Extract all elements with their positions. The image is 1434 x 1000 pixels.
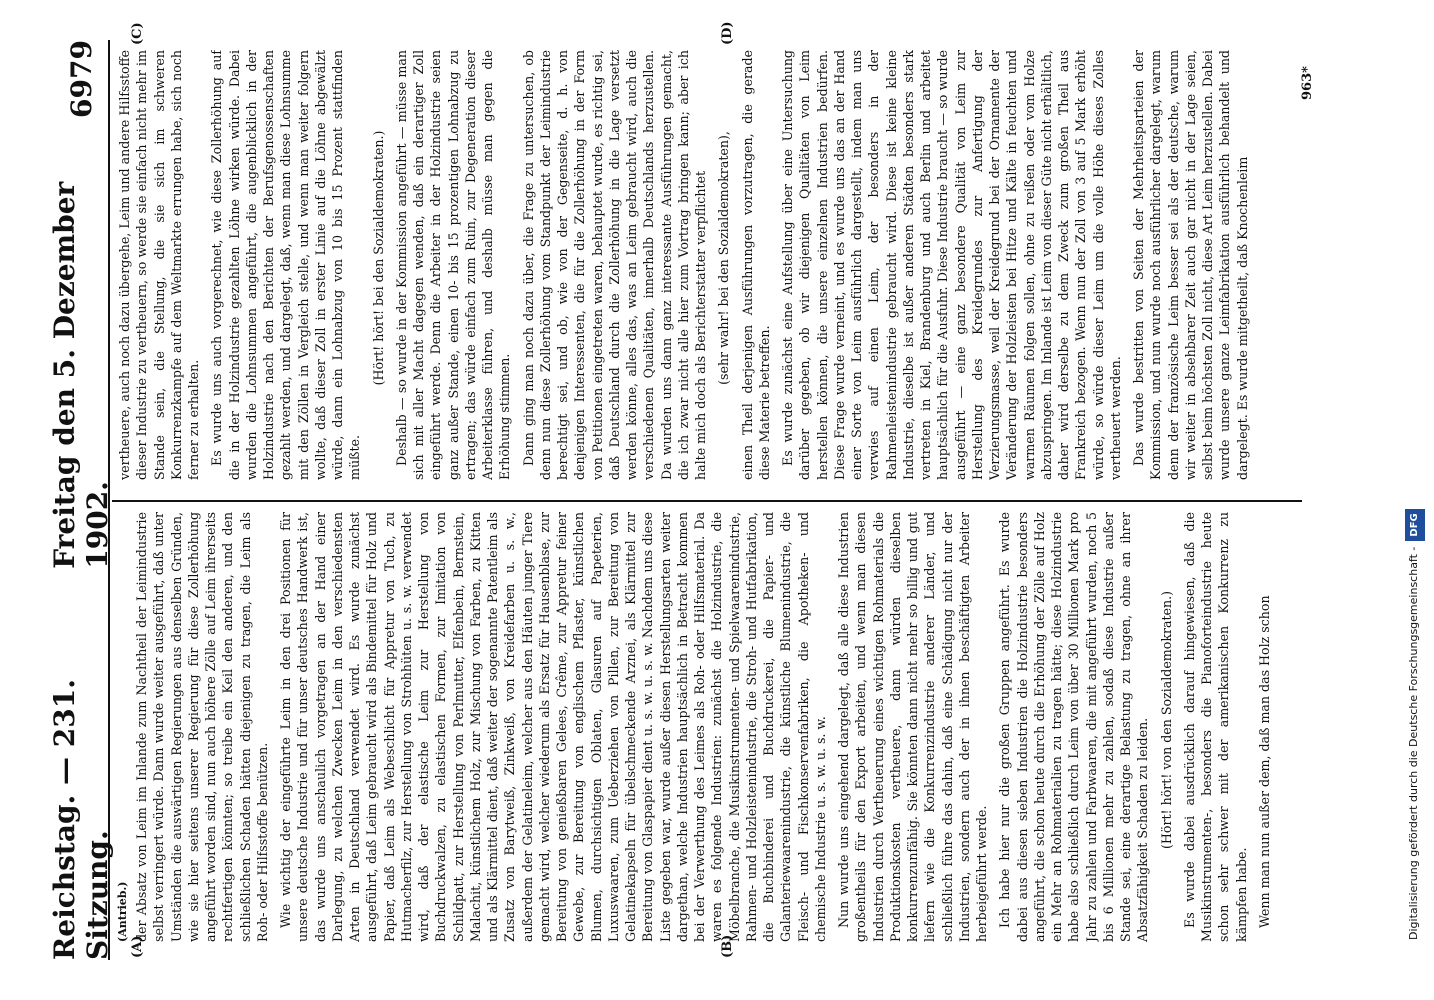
left-paragraph: Es wurde dabei ausdrücklich darauf hingewiesen, daß die Musikinstrumenten-, besonders die Pianoforteindustrie heute schon sehr schwer mit der amerikanischen Konkurrenz zu kämpfen habe. (1181, 512, 1249, 942)
left-paragraph: der Absatz von Leim im Inlande zum Nachtheil der Leimindustrie selbst verringert würde. Dann wurde weiter ausgeführt, daß unter Umständen die auswärtigen Regierungen aus denselben Gründen, wie sie hier seitens unserer Regierung für diese Zollerhöhung angeführt worden sind, nun auch höhere Zölle auf Leim ihrerseits rechtfertigen könnten; so treibe ein Keil den anderen, und den schließlichen Schaden hätten diejenigen zu tragen, die Leim als Roh- oder Hilfsstoffe benützen. (134, 512, 270, 942)
left-paragraph: Nun wurde uns eingehend dargelegt, daß alle diese Industrien großentheils für den Export arbeiten, und wenn man diesen Industrien durch Vertheuerung eines wichtigen Rohmaterials die Produktionskosten vertheuere, dann würden dieselben konkurrenzunfähig. Sie könnten dann nicht mehr so billig und gut liefern wie die Konkurrenzindustrie anderer Länder, und schließlich führe das dahin, daß eine Schädigung nicht nur der Industrien, sondern auch der in ihnen beschäftigten Arbeiter herbeigeführt werde. (836, 512, 989, 942)
sidebar-text-wrap (1404, 60, 1424, 940)
left-paragraph: Wie wichtig der eingeführte Leim in den drei Positionen für unsere deutsche Industrie und für unser deutsches Handwerk ist, das wurde uns anschaulich vorgetragen an der Hand einer Darlegung, zu welchen Zwecken Leim in den verschiedensten Arten in Deutschland verwendet wird. Es wurde zunächst ausgeführt, daß Leim gebraucht wird als Bindemittel für Holz und Papier, daß Leim als Webeschlicht für Appretur von Tuch, zu Hutmacherfilz, zur Herstellung von Strohhüten u. s. w. verwendet wird, daß der elastische Leim zur Herstellung von Buchdruckwalzen, zu elastischen Formen, zur Imitation von Schildpatt, zur Herstellung von Perlmutter, Elfenbein, Bernstein, Malachit, künstlichem Holz, zur Mischung von Farben, zu Kitten und als Klärmittel dient, daß weiter der sogenannte Patentleim als Zusatz von Barytweiß, Zinkweiß, von Kreidefarben u. s. w., außerdem der Gelatineleim, welcher aus den Häuten junger Tiere gemacht wird, welcher wiederum als Ersatz für Hausenblase, zur Bereitung von genießbaren Gelees, Crême, zur Appretur feiner Gewebe, zur Bereitung von englischem Pflaster, künstlichen Blumen, durchsichtigen Oblaten, Glasuren auf Papeterien, Luxuswaaren, zum Ueberziehen von Pillen, zur Bereitung von Gelatinekapseln für übelschmeckende Arznei, als Klärmittel zur Bereitung von Glaspapier dient u. s. w. u. s. w. Nachdem uns diese Liste gegeben war, wurde außer diesen Herstellungsarten weiter dargethan, welche Industrien hauptsächlich in Betracht kommen bei der Verwerthung des Leimes als Roh- oder Hilfsmaterial. Da waren es folgende Industrien: zunächst die Holzindustrie, die Möbelbranche, die Musikinstrumenten- und Spielwaarenindustrie, Rahmen- und Holzleistenindustrie, die Stroh- und Hutfabrikation, die Buchbinderei und Buchdruckerei, die Papier- und Galanteriewaarenindustrie, die künstliche Blumenindustrie, die Fleisch- und Fischkonservenfabriken, die Apotheken- und chemische Industrie u. s. w. u. s. w. (278, 512, 828, 942)
margin-mark-b: (B) (720, 934, 735, 958)
dfg-badge: DFG (1405, 509, 1425, 540)
signature-mark: 963* (1300, 66, 1315, 100)
right-paragraph: Dann ging man noch dazu über, die Frage zu untersuchen, ob denn nun diese Zollerhöhung vom Standpunkt der Leimindustrie berechtigt sei, und ob, wie von der Gegenseite, d. h. von denjenigen Interessenten, die für die Zollerhöhung in der Form von Petitionen eingetreten waren, behauptet wurde, es richtig sei, daß Deutschland durch die Zollerhöhung in die Lage versetzt werden könne, alles das, was an Leim gebraucht wird, auch die verschiedenen Qualitäten, innerhalb Deutschlands herzustellen. Da wurden uns dann ganz interessante Ausführungen gemacht, die ich zwar nicht alle hier zum Vortrag bringen kann; aber ich halte mich doch als Berichterstatter verpflichtet (520, 50, 708, 480)
left-column (116, 512, 1296, 942)
margin-mark-c: (C) (130, 22, 145, 45)
right-paragraph: Deshalb — so wurde in der Kommission angeführt — müsse man sich mit aller Macht dagegen wenden, daß ein derartiger Zoll eingeführt werde. Denn die Arbeiter in der Holzindustrie seien ganz außer Stande, einen 10- bis 15 prozentigen Lohnabzug zu ertragen; das würde einfach zum Ruin, zur Degeneration dieser Arbeiterklasse führen, und deshalb müsse man gegen die Erhöhung stimmen. (393, 50, 513, 480)
header-date: Freitag den 5. Dezember 1902. (48, 181, 114, 569)
right-column (116, 50, 1296, 480)
right-paragraph: Das wurde bestritten von Seiten der Mehrheitsparteien der Kommission, und nun wurde noch ausführlicher dargelegt, warum denn der französische Leim besser sei als der deutsche, warum wir weiter in absehbarer Zeit auch gar nicht in der Lage seien, selbst beim höchsten Zoll nicht, diese Art Leim herzustellen. Dabei wurde unsere ganze Leimfabrikation ausführlich behandelt und dargelegt. Es wurde mitgetheilt, daß Knochenleim (1131, 50, 1250, 480)
right-paragraph: vertheuere, auch noch dazu übergehe, Leim und andere Hilfsstoffe dieser Industrie zu vertheuern, so werde sie einfach nicht mehr im Stande sein, die Stellung, die sie sich im schweren Konkurrenzkampfe auf dem Weltmarkte errungen habe, sich noch ferner zu erhalten. (117, 50, 201, 480)
right-interjection: (sehr wahr! bei den Sozialdemokraten), (716, 131, 732, 385)
column-separator (112, 500, 1302, 502)
page-number: 6979 (64, 40, 98, 118)
page-header (48, 40, 114, 960)
margin-mark-d: (D) (720, 21, 735, 45)
sidebar-credit: Digitalisierung gefördert durch die Deutsche Forschungsgemeinschaft - (1407, 546, 1420, 940)
header-rule (108, 40, 110, 960)
left-paragraph: Ich habe hier nur die großen Gruppen angeführt. Es wurde dabei aus diesen sieben Industrien die Holzindustrie besonders angeführt, die schon heute durch die Erhöhung der Zölle auf Holz ein Mehr an Rohmaterialien zu tragen hätte; diese Holzindustrie habe also schließlich durch Leim von über 30 Millionen Mark pro Jahr zu zahlen und Farbwaaren, die mit angeführt wurden, noch 5 bis 6 Millionen mehr zu zahlen, sodaß diese Industrie außer Stande sei, eine derartige Belastung zu tragen, ohne an ihrer Absatzfähigkeit Schaden zu leiden. (997, 512, 1151, 942)
section-label: (Antrieb.) (116, 881, 129, 942)
left-interjection: (Hört! hört! von den Sozialdemokraten.) (1158, 590, 1174, 850)
right-paragraph: einen Theil derjenigen Ausführungen vorzutragen, die gerade diese Materie betreffen. (739, 50, 772, 480)
right-interjection: (Hört! hört! bei den Sozialdemokraten.) (370, 130, 386, 386)
digitization-sidebar (1404, 60, 1424, 940)
right-paragraph: Es wurde zunächst eine Aufstellung über eine Untersuchung darüber gegeben, ob wir diejenigen Qualitäten von Leim herstellen können, die unsere einzelnen Industrien bedürfen. Diese Frage wurde verneint, und es wurde uns das an der Hand einer Sorte von Leim ausführlich dargestellt, indem man uns verwies auf einen Leim, der besonders in der Rahmenleistenindustrie gebraucht wird. Diese ist keine kleine Industrie, dieselbe ist außer anderen Städten besonders stark vertreten in Kiel, Brandenburg und auch Berlin und arbeitet hauptsächlich für die Ausfuhr. Diese Industrie braucht — so wurde ausgeführt — eine ganz besondere Qualität von Leim zur Herstellung des Kreidegrundes zur Anfertigung der Verzierungsmasse, weil der Kreidegrund bei der Ornamente der Veränderung der Holzleisten bei Hitze und Kälte in feuchten und warmen Räumen folgen sollen, ohne zu reißen oder vom Holze abzuspringen. Im Inlande ist Leim von dieser Güte nicht erhältlich, daher wird derselbe zu dem Zweck zum großen Theil aus Frankreich bezogen. Wenn nun der Zoll von 3 auf 5 Mark erhöht würde, so würde dieser Leim um die volle Höhe dieses Zolles vertheuert werden. (780, 50, 1123, 480)
right-paragraph: Es wurde uns auch vorgerechnet, wie diese Zollerhöhung auf die in der Holzindustrie gezahlten Löhne wirken würde. Dabei wurden die Lohnsummen angeführt, die augenblicklich in der Holzindustrie nach den Berichten der Berufsgenossenschaften gezahlt werden, und dargelegt, daß, wenn man diese Lohnsumme mit den Zöllen in Vergleich stelle, und wenn man weiter folgern wollte, daß dieser Zoll in erster Linie auf die Löhne abgewälzt würde, dann ein Lohnabzug von 10 bis 15 Prozent stattfinden müßte. (209, 50, 363, 480)
left-paragraph: Wenn man nun außer dem, daß man das Holz schon (1256, 595, 1272, 928)
margin-mark-a: (A) (130, 935, 145, 958)
header-left: Reichstag. — 231. Sitzung. (48, 679, 114, 960)
